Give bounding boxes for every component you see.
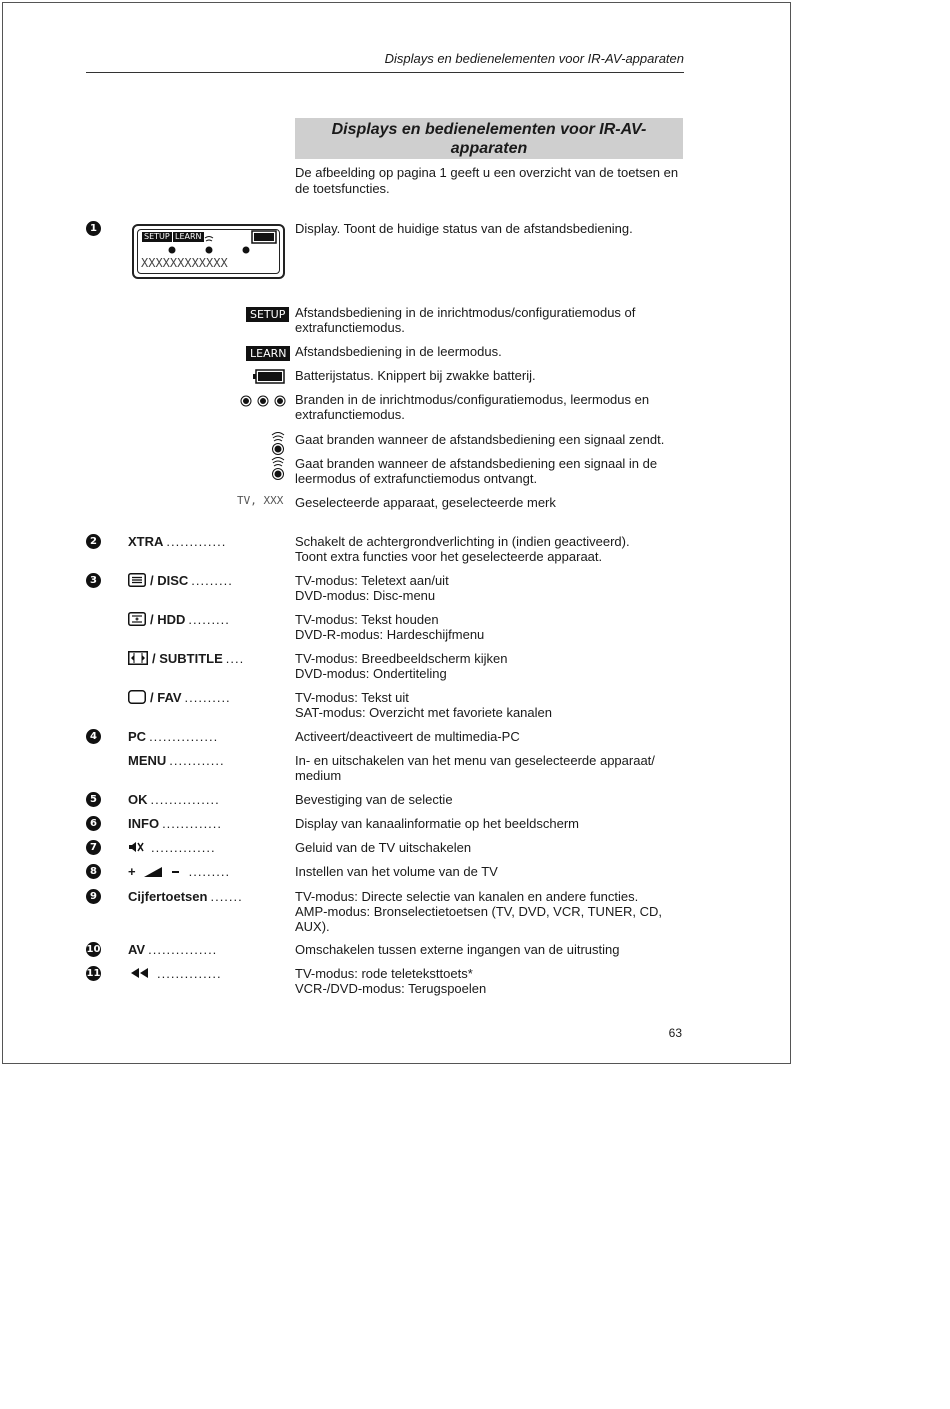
indicator-receive-line1: Gaat branden wanneer de afstandsbediening een signaal in de <box>295 456 658 471</box>
key-description <box>295 816 695 831</box>
key-description-line1: Activeert/deactiveert de multimedia-PC <box>295 729 520 744</box>
leader-dots: ............... <box>149 729 219 744</box>
key-description-line2: SAT-modus: Overzicht met favoriete kanalen <box>295 705 552 720</box>
key-description-line2: VCR-/DVD-modus: Terugspoelen <box>295 981 487 996</box>
key-label <box>128 816 256 831</box>
volume-icon <box>142 864 182 881</box>
key-label <box>128 966 256 983</box>
key-label-text: MENU <box>128 753 167 768</box>
section-title-line1: Displays en bedienelementen voor IR-AV- <box>331 121 647 138</box>
key-description-line1: In- en uitschakelen van het menu van geselecteerde apparaat/ <box>295 753 655 768</box>
key-description-line2: Toont extra functies voor het geselecteerde apparaat. <box>295 549 603 564</box>
three-dots-icon <box>240 394 286 408</box>
key-description-line1: Omschakelen tussen externe ingangen van de uitrusting <box>295 942 620 957</box>
key-label <box>128 753 256 768</box>
leader-dots: .............. <box>157 966 222 981</box>
key-description-line2: DVD-modus: Disc-menu <box>295 588 436 603</box>
item-number: 10 <box>86 944 101 955</box>
mute-icon <box>128 840 144 857</box>
key-description-line1: Bevestiging van de selectie <box>295 792 453 807</box>
key-label-text: / HDD <box>150 612 186 627</box>
section-title <box>295 118 683 159</box>
key-description <box>295 651 695 681</box>
key-description <box>295 889 695 934</box>
item-number: 5 <box>86 792 101 807</box>
key-description <box>295 612 695 642</box>
key-label-text: XTRA <box>128 534 164 549</box>
key-description-line1: Instellen van het volume van de TV <box>295 864 498 879</box>
key-description <box>295 729 695 744</box>
key-description <box>295 792 695 807</box>
leader-dots: ......... <box>191 573 233 588</box>
item-number: 2 <box>86 534 101 549</box>
key-description <box>295 753 695 783</box>
key-label <box>128 534 256 549</box>
key-description-line3: AUX). <box>295 919 330 934</box>
battery-icon <box>253 369 285 385</box>
key-label-text: Cijfertoetsen <box>128 889 208 904</box>
key-label <box>128 864 256 881</box>
leader-dots: .......... <box>184 690 231 705</box>
indicator-setup-line2: extrafunctiemodus. <box>295 320 405 335</box>
indicator-dots-line2: extrafunctiemodus. <box>295 407 405 422</box>
indicator-receive-text <box>295 456 695 486</box>
key-description-line2: DVD-R-modus: Hardeschijfmenu <box>295 627 485 642</box>
key-label-text: OK <box>128 792 148 807</box>
leader-dots: .............. <box>151 840 216 855</box>
leader-dots: .... <box>225 651 245 666</box>
leader-dots: ............ <box>169 753 225 768</box>
display-description: Display. Toont de huidige status van de afstandsbediening. <box>295 221 633 236</box>
item-number: 1 <box>86 221 101 236</box>
key-description-line1: TV-modus: Tekst houden <box>295 612 439 627</box>
key-label <box>128 840 256 857</box>
tv-icon <box>128 690 146 707</box>
key-label <box>128 651 256 668</box>
item-number: 9 <box>86 889 101 904</box>
key-description-line1: TV-modus: rode teleteksttoets* <box>295 966 473 981</box>
item-number: 3 <box>86 573 101 588</box>
leader-dots: ......... <box>188 612 230 627</box>
indicator-setup-text <box>295 305 695 335</box>
key-description <box>295 534 695 564</box>
key-description <box>295 864 695 879</box>
key-description <box>295 840 695 855</box>
key-label-text: / SUBTITLE <box>152 651 223 666</box>
key-description-line1: Geluid van de TV uitschakelen <box>295 840 472 855</box>
key-description <box>295 966 695 996</box>
item-number: 8 <box>86 864 101 879</box>
item-number: 11 <box>86 968 101 979</box>
key-label-text: INFO <box>128 816 160 831</box>
hold-icon <box>128 612 146 629</box>
key-label <box>128 612 256 629</box>
leader-dots: ............. <box>166 534 227 549</box>
teletext-icon <box>128 573 146 590</box>
lcd-display-illustration <box>132 224 285 279</box>
section-title-line2: apparaten <box>450 140 528 157</box>
leader-dots: ............... <box>148 942 218 957</box>
signal-send-icon <box>270 430 286 456</box>
key-label-text: + <box>128 864 136 879</box>
leader-dots: ............... <box>150 792 220 807</box>
key-label-text: PC <box>128 729 147 744</box>
lcd-segments: XXXXXXXXXXXX <box>141 256 228 270</box>
key-description-line1: Display van kanaalinformatie op het beeldscherm <box>295 816 579 831</box>
key-label <box>128 729 256 744</box>
indicator-dots-text <box>295 392 695 422</box>
key-label-text: / FAV <box>150 690 182 705</box>
lcd-setup-badge: SETUP <box>144 232 170 241</box>
key-description-line1: Schakelt de achtergrondverlichting in (indien geactiveerd). <box>295 534 630 549</box>
signal-receive-icon <box>270 455 286 481</box>
key-label <box>128 792 256 807</box>
key-description-line1: TV-modus: Breedbeeldscherm kijken <box>295 651 508 666</box>
indicator-battery-text: Batterijstatus. Knippert bij zwakke batterij. <box>295 368 536 383</box>
key-description <box>295 573 695 603</box>
rewind-icon <box>128 966 150 983</box>
key-label <box>128 942 256 957</box>
leader-dots: ....... <box>210 889 243 904</box>
indicator-receive-line2: leermodus of extrafunctiemodus ontvangt. <box>295 471 538 486</box>
intro-paragraph: De afbeelding op pagina 1 geeft u een overzicht van de toetsen en de toetsfuncties. <box>295 165 679 196</box>
indicator-setup-line1: Afstandsbediening in de inrichtmodus/configuratiemodus of <box>295 305 636 320</box>
leader-dots: ......... <box>188 864 231 879</box>
lcd-indicator-icons <box>134 226 284 278</box>
key-description-line1: TV-modus: Tekst uit <box>295 690 409 705</box>
key-description-line2: AMP-modus: Bronselectietoetsen (TV, DVD, VCR, TUNER, CD, <box>295 904 663 919</box>
indicator-learn-text: Afstandsbediening in de leermodus. <box>295 344 502 359</box>
indicator-device-text: Geselecteerde apparaat, geselecteerde merk <box>295 495 556 510</box>
key-description-line1: TV-modus: Directe selectie van kanalen en andere functies. <box>295 889 639 904</box>
learn-badge: LEARN <box>246 346 290 361</box>
leader-dots: ............. <box>162 816 223 831</box>
setup-badge: SETUP <box>246 307 289 322</box>
indicator-send-text: Gaat branden wanneer de afstandsbediening een signaal zendt. <box>295 432 665 447</box>
device-brand-text: TV, XXX <box>237 494 284 507</box>
key-description-line1: TV-modus: Teletext aan/uit <box>295 573 449 588</box>
running-header: Displays en bedienelementen voor IR-AV-apparaten <box>86 50 684 73</box>
key-label <box>128 690 256 707</box>
key-label-text: / DISC <box>150 573 189 588</box>
item-number: 4 <box>86 729 101 744</box>
widescreen-icon <box>128 651 148 668</box>
indicator-dots-line1: Branden in de inrichtmodus/configuratiemodus, leermodus en <box>295 392 650 407</box>
key-label <box>128 573 256 590</box>
key-label-text: AV <box>128 942 146 957</box>
key-description <box>295 942 695 957</box>
lcd-learn-badge: LEARN <box>175 232 202 241</box>
item-number: 7 <box>86 840 101 855</box>
page-number: 63 <box>668 1026 682 1040</box>
key-label <box>128 889 256 904</box>
key-description-line2: medium <box>295 768 342 783</box>
key-description <box>295 690 695 720</box>
item-number: 6 <box>86 816 101 831</box>
key-description-line2: DVD-modus: Ondertiteling <box>295 666 447 681</box>
